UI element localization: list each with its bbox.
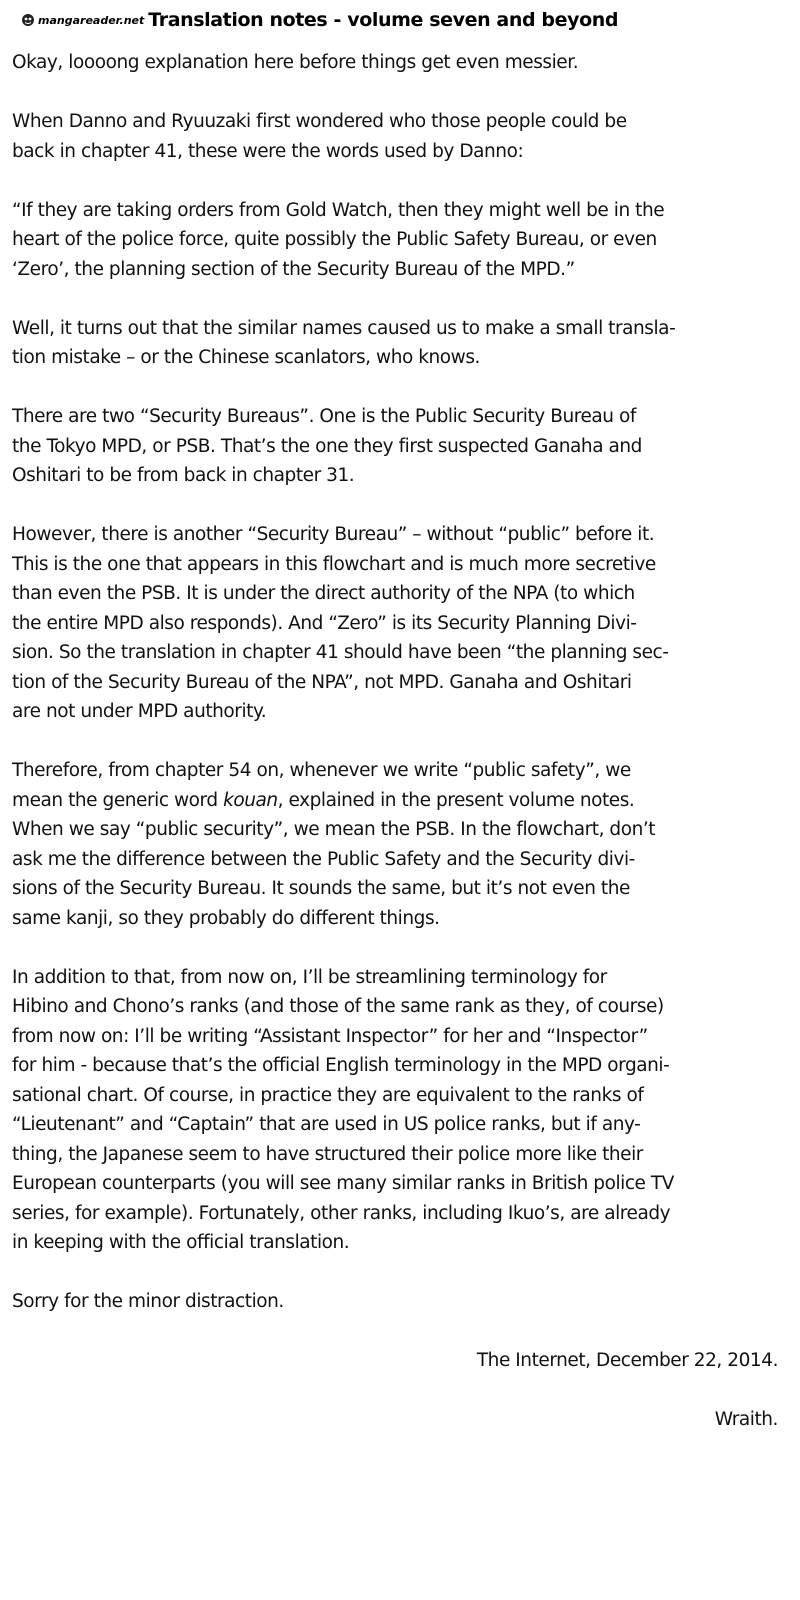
text-line: When we say “public security”, we mean the PSB. In the flowchart, don’t xyxy=(12,819,656,840)
text-line: sions of the Security Bureau. It sounds the same, but it’s not even the xyxy=(12,878,630,899)
paragraph-quote xyxy=(12,196,778,285)
text-line: sational chart. Of course, in practice they are equivalent to the ranks of xyxy=(12,1084,644,1106)
text-line: ask me the difference between the Public Safety and the Security divi- xyxy=(12,848,635,870)
text-line-kouan xyxy=(12,786,778,816)
text-line: tion of the Security Bureau of the NPA”, not MPD. Ganaha and Oshitari xyxy=(12,671,632,693)
paragraph-mistake xyxy=(12,314,778,373)
text-line: When Danno and Ryuuzaki first wondered who those people could be xyxy=(12,111,627,132)
text-line: European counterparts (you will see many similar ranks in British police TV xyxy=(12,1173,674,1194)
page-title: Translation notes - volume seven and beyond xyxy=(148,9,619,31)
text-line: tion mistake – or the Chinese scanlators, who knows. xyxy=(12,347,480,368)
italic-term: kouan xyxy=(223,789,278,811)
text-line: Hibino and Chono’s ranks (and those of the same rank as they, of course) xyxy=(12,996,664,1017)
header xyxy=(12,0,778,40)
document-body xyxy=(12,48,778,1435)
text-line: Therefore, from chapter 54 on, whenever we write “public safety”, we xyxy=(12,760,631,781)
paragraph-another-bureau xyxy=(12,520,778,727)
text-line: ‘Zero’, the planning section of the Security Bureau of the MPD.” xyxy=(12,258,575,280)
text-line: the Tokyo MPD, or PSB. That’s the one they first suspected Ganaha and xyxy=(12,435,642,457)
paragraph-intro xyxy=(12,48,778,78)
text-line: in keeping with the official translation. xyxy=(12,1232,350,1253)
logo-text: mangareader.net xyxy=(38,13,145,27)
text-line: for him - because that’s the official English terminology in the MPD organi- xyxy=(12,1055,670,1076)
text-line: Well, it turns out that the similar names caused us to make a small transla- xyxy=(12,317,676,339)
text-line: from now on: I’ll be writing “Assistant Inspector” for her and “Inspector” xyxy=(12,1025,648,1047)
text-line: back in chapter 41, these were the words used by Danno: xyxy=(12,140,524,162)
text-line: There are two “Security Bureaus”. One is the Public Security Bureau of xyxy=(12,406,636,427)
text-line: Okay, loooong explanation here before things get even messier. xyxy=(12,52,579,73)
text-segment: mean the generic word xyxy=(12,789,224,811)
paragraph-danno xyxy=(12,107,778,166)
text-line: Sorry for the minor distraction. xyxy=(12,1291,284,1312)
text-line: sion. So the translation in chapter 41 should have been “the planning sec- xyxy=(12,642,669,663)
text-line: than even the PSB. It is under the direct authority of the NPA (to which xyxy=(12,583,635,604)
logo-icon xyxy=(20,13,36,27)
text-line: Oshitari to be from back in chapter 31. xyxy=(12,465,355,486)
text-line: heart of the police force, quite possibly the Public Safety Bureau, or even xyxy=(12,229,657,250)
text-line: “Lieutenant” and “Captain” that are used in US police ranks, but if any- xyxy=(12,1114,641,1135)
text-line: “If they are taking orders from Gold Watch, then they might well be in the xyxy=(12,199,665,221)
paragraph-sorry xyxy=(12,1287,778,1317)
text-segment: , explained in the present volume notes. xyxy=(277,789,635,811)
text-line: This is the one that appears in this flowchart and is much more secretive xyxy=(12,553,656,575)
paragraph-therefore xyxy=(12,756,778,933)
text-line: series, for example). Fortunately, other ranks, including Ikuo’s, are already xyxy=(12,1202,671,1224)
paragraph-ranks xyxy=(12,963,778,1258)
text-line: thing, the Japanese seem to have structured their police more like their xyxy=(12,1143,643,1165)
paragraph-two-bureaus xyxy=(12,402,778,491)
text-line: the entire MPD also responds). And “Zero” is its Security Planning Divi- xyxy=(12,612,637,634)
text-line: same kanji, so they probably do different things. xyxy=(12,907,440,929)
text-line: In addition to that, from now on, I’ll be streamlining terminology for xyxy=(12,966,607,988)
signoff-signature: Wraith. xyxy=(714,1409,778,1430)
site-logo xyxy=(20,13,144,27)
signoff-date: The Internet, December 22, 2014. xyxy=(476,1350,778,1371)
text-line: However, there is another “Security Bureau” – without “public” before it. xyxy=(12,524,655,545)
text-line: are not under MPD authority. xyxy=(12,701,267,722)
